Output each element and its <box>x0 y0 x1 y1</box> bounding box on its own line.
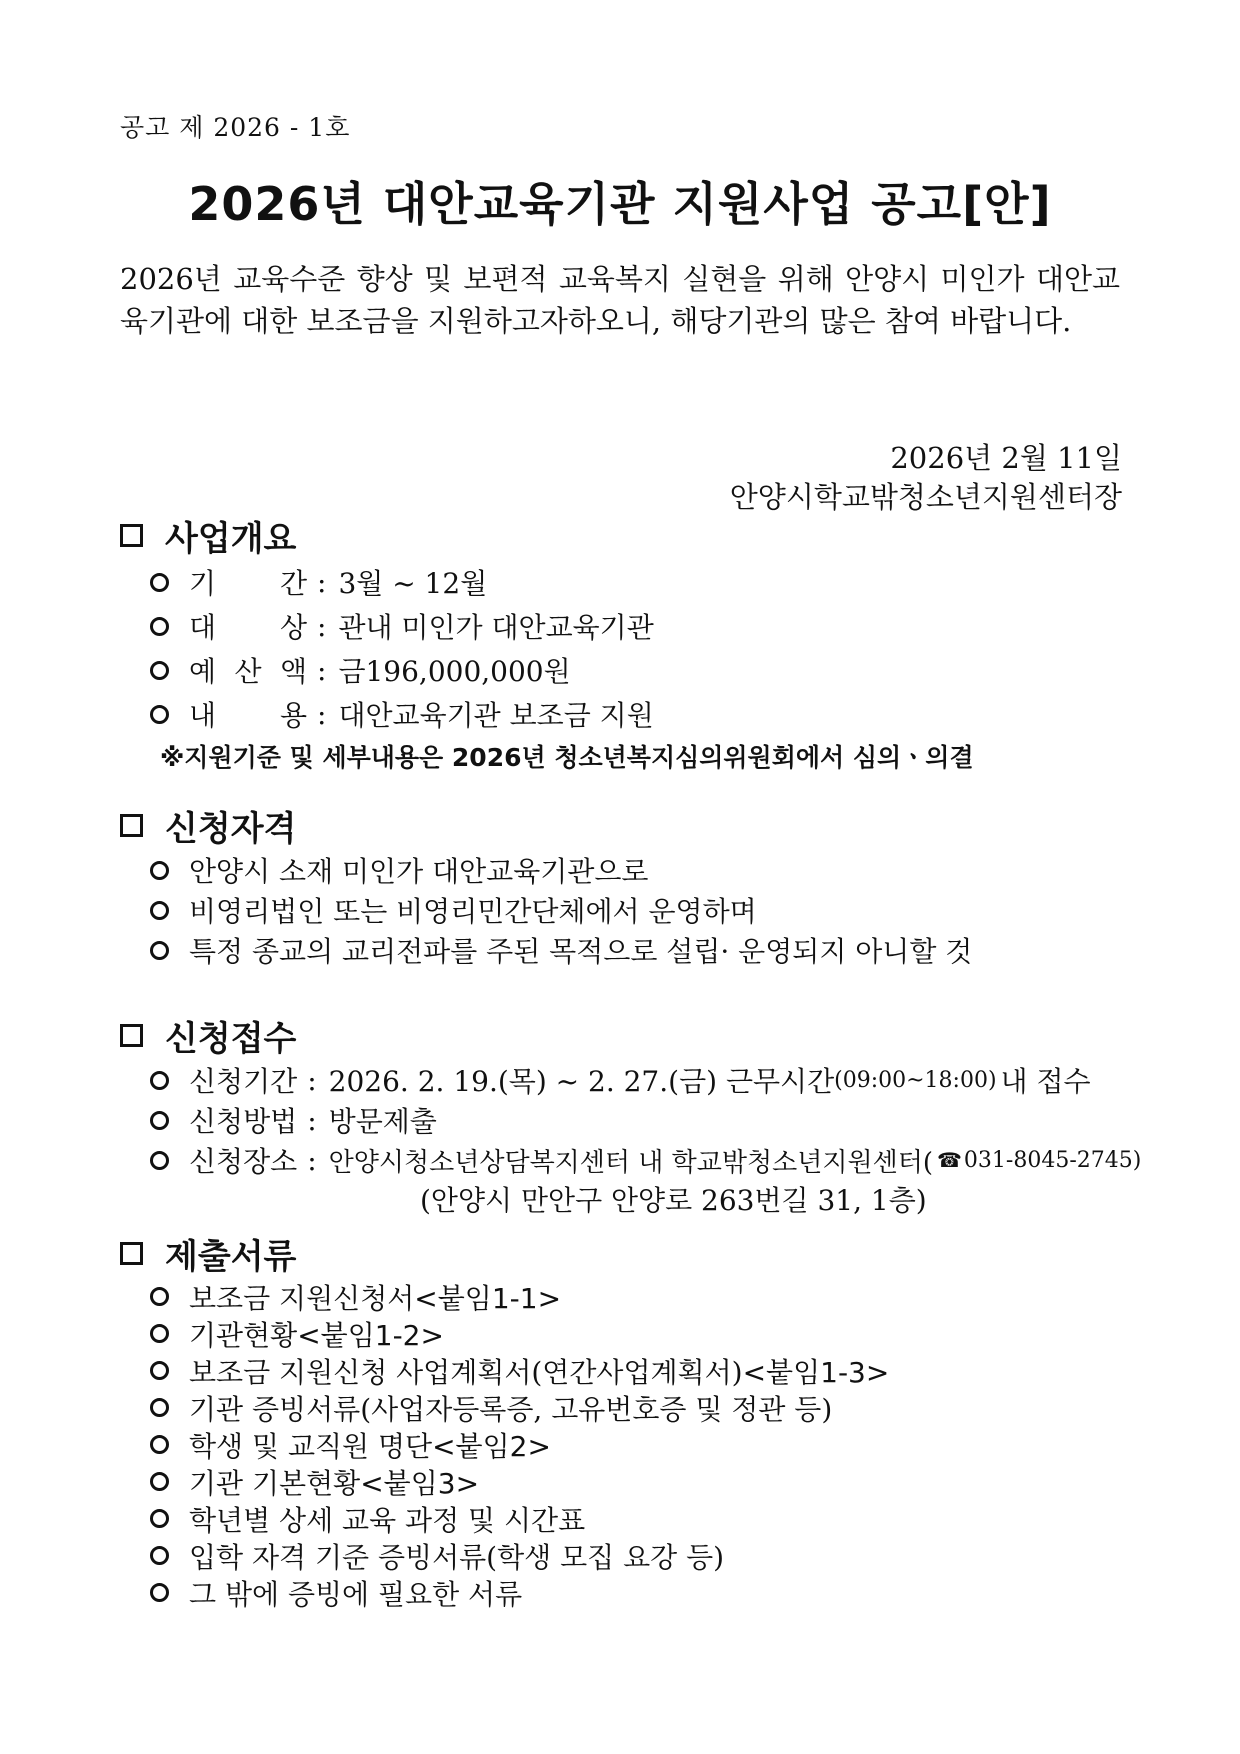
notice-date: 2026년 2월 11일 <box>890 441 1122 475</box>
budget-value: 금196,000,000원 <box>338 655 571 688</box>
hollow-circle-icon <box>150 1546 169 1565</box>
hollow-circle-icon <box>150 573 169 592</box>
hollow-circle-icon <box>150 1509 169 1528</box>
hollow-circle-icon <box>150 861 169 880</box>
attachment-tag: <붙임2> <box>432 1429 551 1463</box>
section-eligibility-title: 신청자격 <box>165 808 297 849</box>
hollow-square-icon <box>120 814 143 837</box>
hollow-circle-icon <box>150 1472 169 1491</box>
hollow-circle-icon <box>150 617 169 636</box>
list-item: 입학 자격 기준 증빙서류(학생 모집 요강 등) <box>120 1537 1130 1574</box>
hollow-square-icon <box>120 1024 143 1047</box>
method-value: 방문제출 <box>328 1105 437 1138</box>
application-method: 신청방법 : 방문제출 <box>120 1100 1130 1140</box>
hollow-circle-icon <box>150 1287 169 1306</box>
method-label: 신청방법 <box>189 1105 298 1138</box>
notice-number: 공고 제 2026 - 1호 <box>120 113 351 142</box>
overview-budget: 예 산 액 : 금196,000,000원 <box>120 648 1130 692</box>
attachment-tag: <붙임1-1> <box>414 1281 562 1315</box>
application-period: 신청기간 : 2026. 2. 19.(목) ~ 2. 27.(금) 근무시간 (09:00~18:00) 내 접수 <box>120 1060 1130 1100</box>
period-value: 2026. 2. 19.(목) ~ 2. 27.(금) 근무시간 <box>328 1065 835 1098</box>
budget-label: 예 산 액 <box>189 655 307 688</box>
hollow-circle-icon <box>150 1111 169 1130</box>
period-suffix: 내 접수 <box>1000 1065 1091 1098</box>
list-item: 그 밖에 증빙에 필요한 서류 <box>120 1574 1130 1611</box>
section-heading <box>120 1010 1130 1060</box>
place-value: 안양시청소년상담복지센터 내 학교밖청소년지원센터( <box>328 1147 933 1178</box>
place-label: 신청장소 <box>189 1145 298 1178</box>
section-application <box>120 1010 1142 1218</box>
target-value: 관내 미인가 대안교육기관 <box>338 611 654 644</box>
section-heading <box>120 1228 1130 1278</box>
period-value: 3월 ~ 12월 <box>338 567 488 600</box>
period-label: 기 간 <box>189 567 307 600</box>
section-overview <box>120 510 1130 776</box>
hollow-square-icon <box>120 1242 143 1265</box>
attachment-tag: <붙임3> <box>360 1466 480 1500</box>
hollow-circle-icon <box>150 1361 169 1380</box>
hollow-circle-icon <box>150 1071 169 1090</box>
hollow-circle-icon <box>150 1151 169 1170</box>
hollow-circle-icon <box>150 661 169 680</box>
attachment-tag: <붙임1-2> <box>297 1318 444 1352</box>
hollow-circle-icon <box>150 705 169 724</box>
overview-note: ※지원기준 및 세부내용은 2026년 청소년복지심의위원회에서 심의ㆍ의결 <box>160 743 974 772</box>
section-application-title: 신청접수 <box>165 1018 297 1059</box>
list-item: 기관 기본현황 <붙임3> <box>120 1463 1130 1500</box>
content-label: 내 용 <box>189 699 307 732</box>
period-label: 신청기간 <box>189 1065 298 1098</box>
list-item: 특정 종교의 교리전파를 주된 목적으로 설립· 운영되지 아니할 것 <box>120 930 1130 970</box>
target-label: 대 상 <box>189 611 307 644</box>
hollow-circle-icon <box>150 1583 169 1602</box>
hollow-circle-icon <box>150 1435 169 1454</box>
list-item: 기관 증빙서류(사업자등록증, 고유번호증 및 정관 등) <box>120 1389 1130 1426</box>
application-place: 신청장소 : 안양시청소년상담복지센터 내 학교밖청소년지원센터( ☎ 031-8045-2745) <box>120 1140 1130 1180</box>
section-documents <box>120 1228 1130 1611</box>
list-item: 보조금 지원신청서 <붙임1-1> <box>120 1278 1130 1315</box>
list-item: 비영리법인 또는 비영리민간단체에서 운영하며 <box>120 890 1130 930</box>
hollow-circle-icon <box>150 941 169 960</box>
place-address: (안양시 만안구 안양로 263번길 31, 1층) <box>420 1184 927 1217</box>
place-phone: 031-8045-2745) <box>963 1147 1142 1173</box>
intro-paragraph: 2026년 교육수준 향상 및 보편적 교육복지 실현을 위해 안양시 미인가 대안교육기관에 대한 보조금을 지원하고자하오니, 해당기관의 많은 참여 바랍니다. <box>120 262 1120 338</box>
telephone-icon: ☎ <box>936 1148 962 1172</box>
overview-period: 기 간 : 3월 ~ 12월 <box>120 560 1130 604</box>
content-value: 대안교육기관 보조금 지원 <box>338 699 654 732</box>
list-item: 보조금 지원신청 사업계획서(연간사업계획서) <붙임1-3> <box>120 1352 1130 1389</box>
section-heading <box>120 800 1130 850</box>
hollow-circle-icon <box>150 1324 169 1343</box>
attachment-tag: <붙임1-3> <box>742 1355 890 1389</box>
list-item: 기관현황 <붙임1-2> <box>120 1315 1130 1352</box>
section-heading <box>120 510 1130 560</box>
list-item: 학년별 상세 교육 과정 및 시간표 <box>120 1500 1130 1537</box>
overview-content: 내 용 : 대안교육기관 보조금 지원 <box>120 692 1130 736</box>
list-item: 안양시 소재 미인가 대안교육기관으로 <box>120 850 1130 890</box>
page-title: 2026년 대안교육기관 지원사업 공고[안] <box>188 177 1052 231</box>
hollow-square-icon <box>120 524 143 547</box>
period-hours: (09:00~18:00) <box>834 1067 997 1093</box>
list-item: 학생 및 교직원 명단 <붙임2> <box>120 1426 1130 1463</box>
section-overview-title: 사업개요 <box>165 518 297 559</box>
section-documents-title: 제출서류 <box>165 1236 297 1277</box>
issuer-name: 안양시학교밖청소년지원센터장 <box>729 480 1122 514</box>
hollow-circle-icon <box>150 1398 169 1417</box>
section-eligibility <box>120 800 1130 970</box>
hollow-circle-icon <box>150 901 169 920</box>
overview-target: 대 상 : 관내 미인가 대안교육기관 <box>120 604 1130 648</box>
